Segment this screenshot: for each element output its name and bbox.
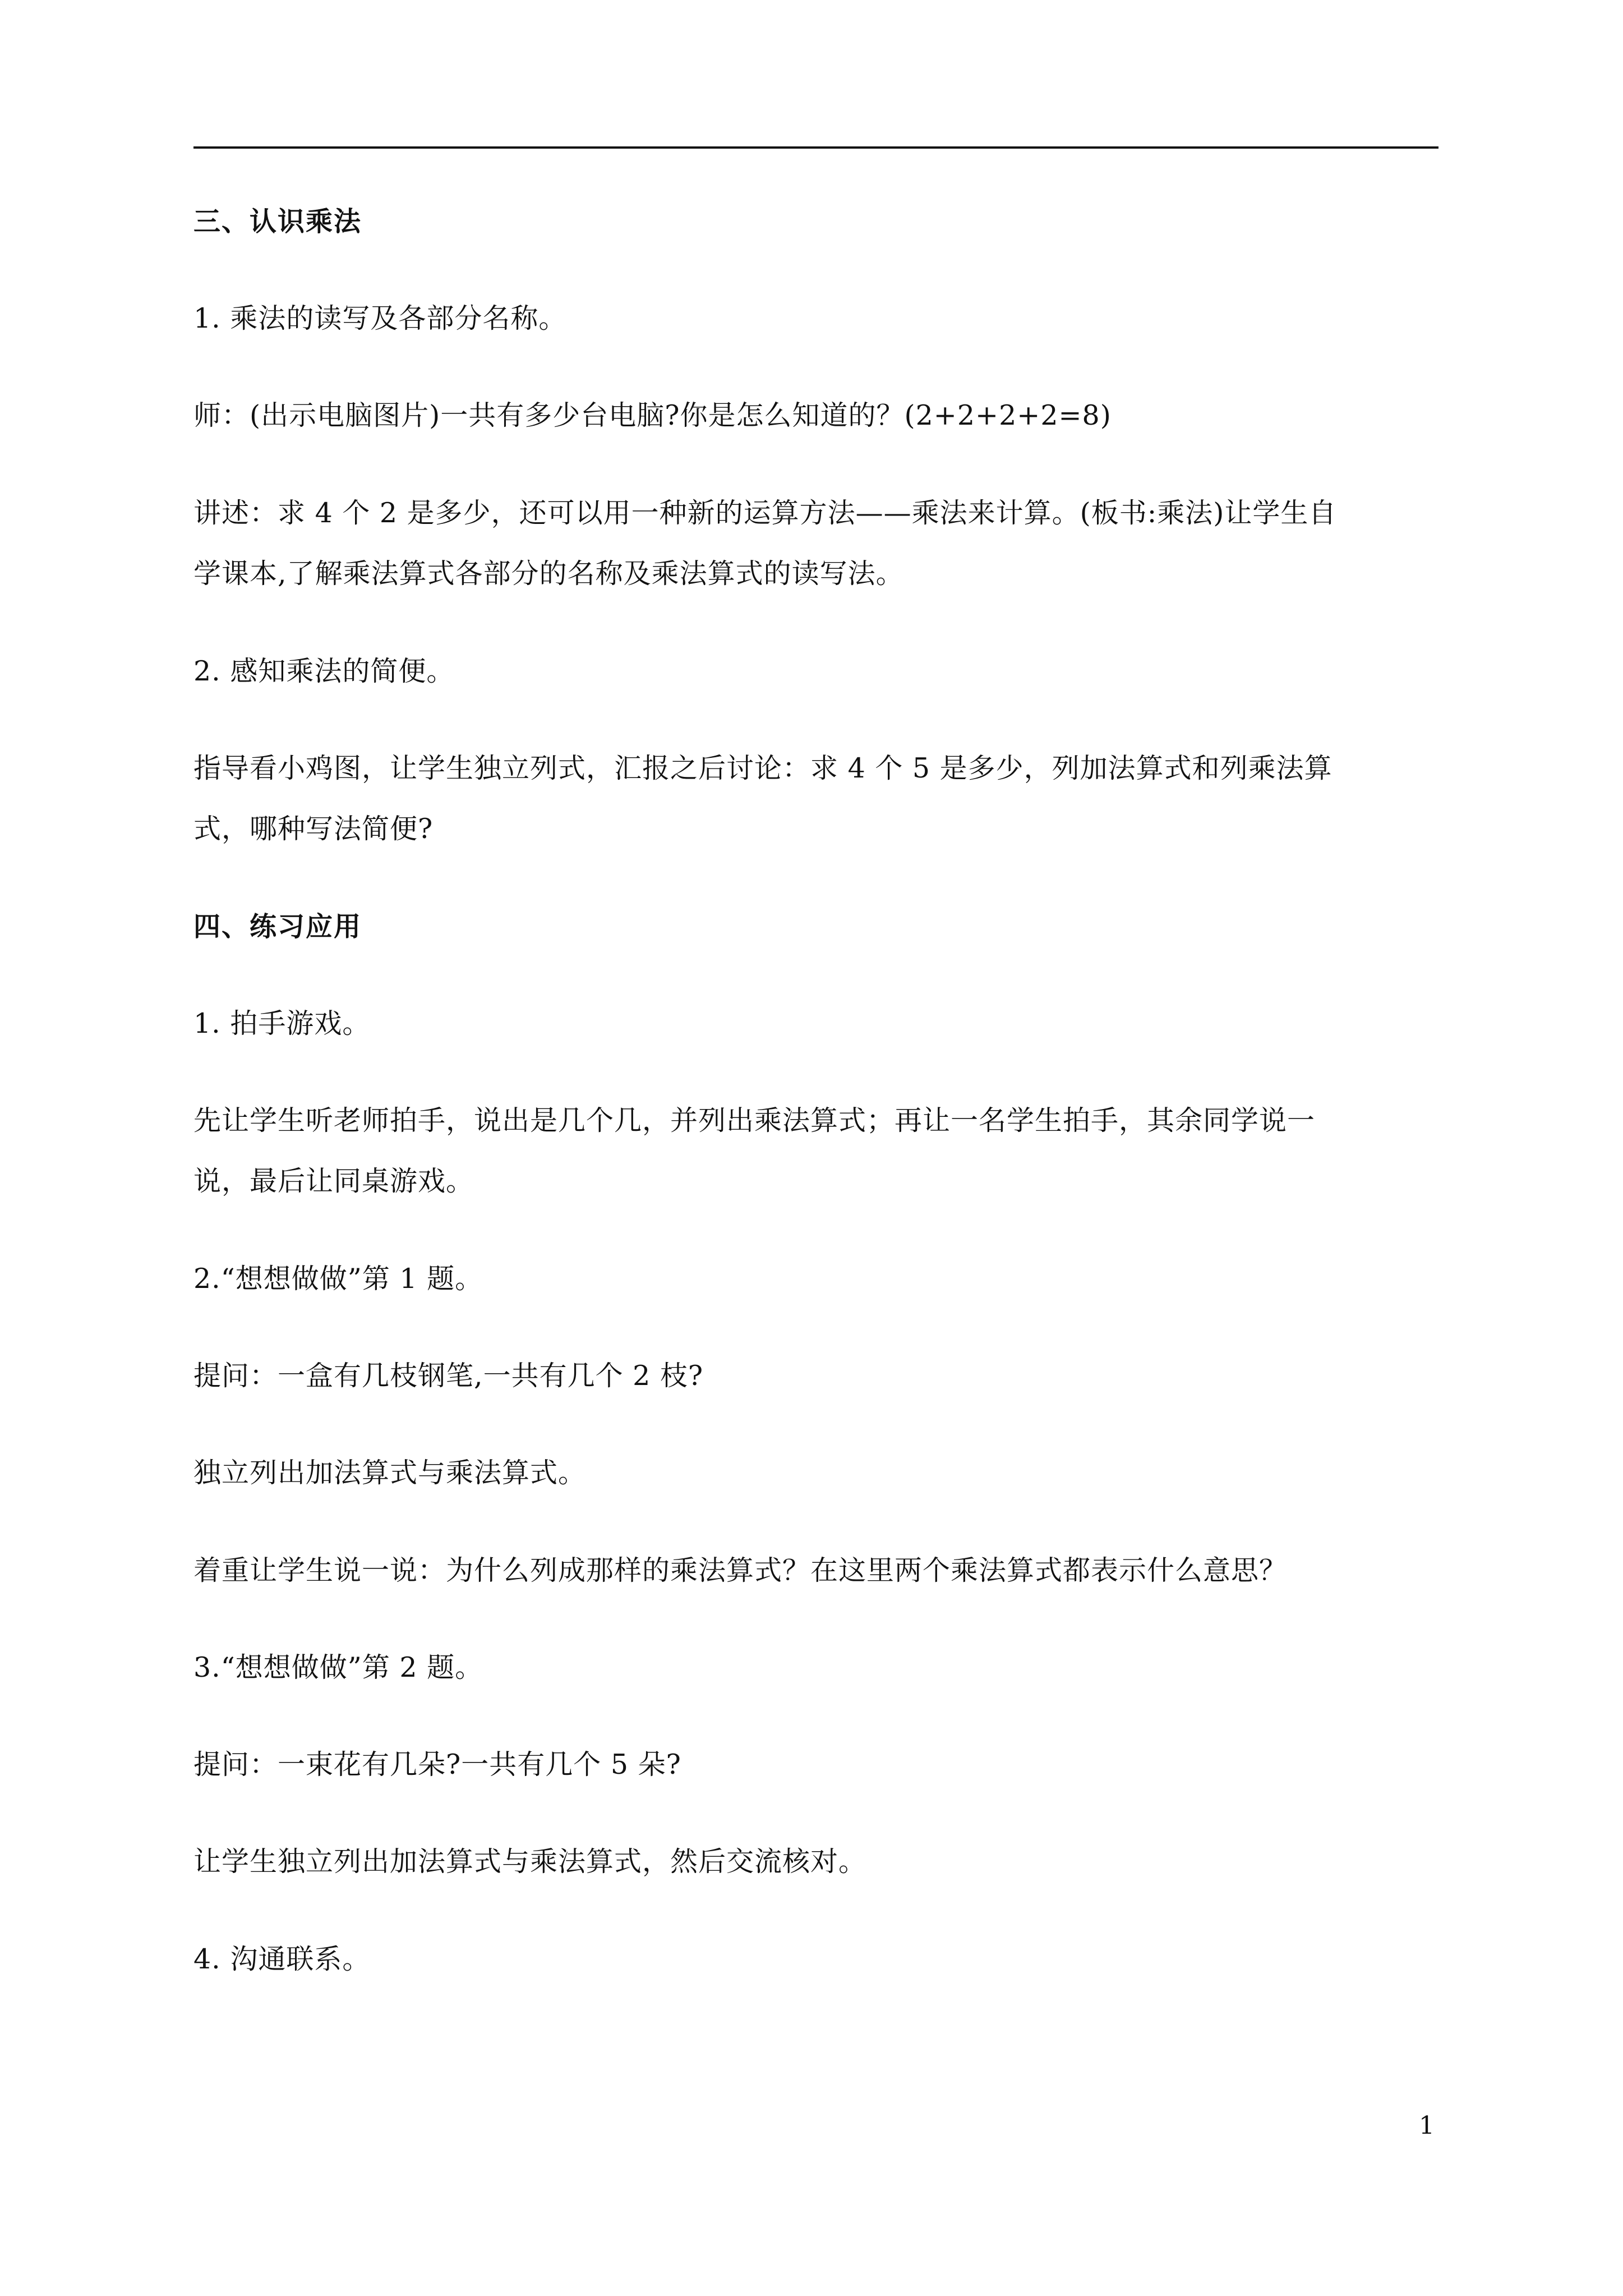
paragraph-explain-meaning: 着重让学生说一说：为什么列成那样的乘法算式？在这里两个乘法算式都表示什么意思？ (193, 1554, 1288, 1586)
paragraph-pen-question: 提问：一盒有几枝钢笔,一共有几个 2 枝? (193, 1360, 704, 1392)
item-heading-exercise-2: 3.“想想做做”第 2 题。 (193, 1651, 483, 1683)
section-heading-practice: 四、练习应用 (193, 911, 362, 942)
section-heading-multiplication: 三、认识乘法 (193, 206, 362, 237)
paragraph-check-answers: 让学生独立列出加法算式与乘法算式，然后交流核对。 (193, 1846, 867, 1878)
paragraph-teacher-question: 师：(出示电脑图片)一共有多少台电脑?你是怎么知道的？(2+2+2+2=8) (193, 399, 1112, 431)
paragraph-flower-question: 提问：一束花有几朵?一共有几个 5 朵? (193, 1749, 681, 1780)
paragraph-clapping-line-2: 说，最后让同桌游戏。 (193, 1165, 474, 1197)
paragraph-clapping-line-1: 先让学生听老师拍手，说出是几个几，并列出乘法算式；再让一名学生拍手，其余同学说一 (193, 1105, 1316, 1137)
item-heading-connection: 4. 沟通联系。 (193, 1943, 371, 1975)
paragraph-independent-formulas: 独立列出加法算式与乘法算式。 (193, 1457, 587, 1489)
item-heading-exercise-1: 2.“想想做做”第 1 题。 (193, 1263, 483, 1295)
item-heading-clapping-game: 1. 拍手游戏。 (193, 1007, 371, 1039)
item-heading-simplicity: 2. 感知乘法的简便。 (193, 655, 455, 687)
paragraph-chick-line-2: 式，哪种写法简便? (193, 813, 434, 845)
paragraph-explanation-line-2: 学课本,了解乘法算式各部分的名称及乘法算式的读写法。 (193, 558, 904, 590)
header-rule (193, 146, 1438, 149)
paragraph-explanation-line-1: 讲述：求 4 个 2 是多少，还可以用一种新的运算方法——乘法来计算。(板书:乘法)让学生自 (193, 497, 1337, 529)
paragraph-chick-line-1: 指导看小鸡图，让学生独立列式，汇报之后讨论：求 4 个 5 是多少，列加法算式和列乘法算 (193, 752, 1332, 784)
item-heading-read-write: 1. 乘法的读写及各部分名称。 (193, 302, 567, 334)
page-number: 1 (1419, 2111, 1435, 2140)
